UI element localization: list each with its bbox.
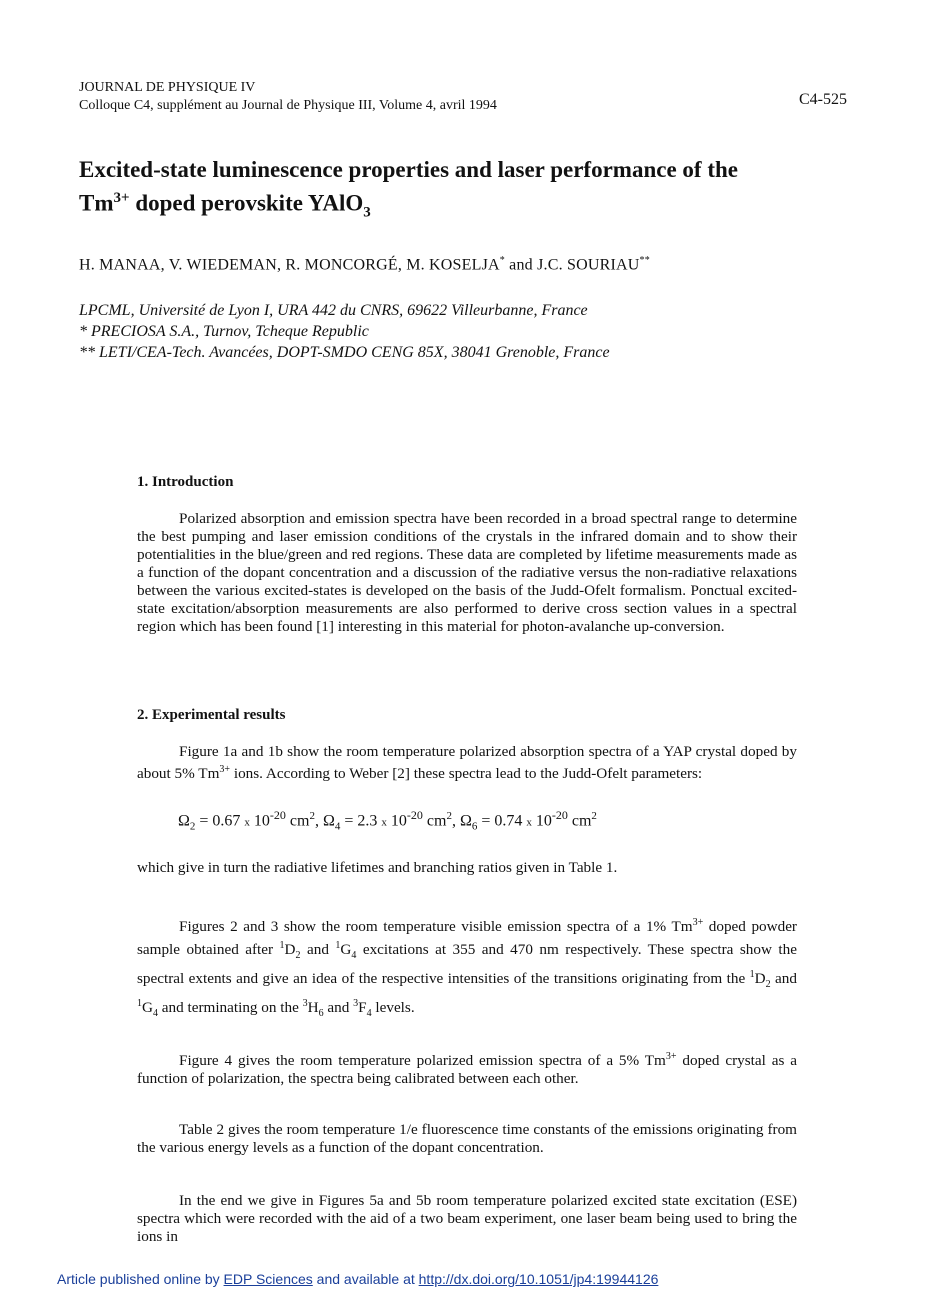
p3-e: excitations at 355 and 470 nm respectively. These spectra show the spectral extents and give an idea of the respective intensities of the transitions originating from the (137, 941, 797, 988)
unit-exp-1: 2 (309, 810, 315, 822)
ten-1: 10 (249, 812, 270, 830)
unit-exp-3: 2 (591, 810, 597, 822)
p3-h: and terminating on the (157, 999, 303, 1017)
judd-ofelt-equation (178, 808, 597, 833)
ten-2: 10 (386, 812, 407, 830)
p4-a: Figure 4 gives the room temperature polarized emission spectra of a 5% Tm (179, 1052, 666, 1070)
author-mark-1: * (499, 255, 505, 266)
author-list (79, 255, 650, 274)
p3-h6: H (307, 999, 319, 1017)
title-compound: doped perovskite YAlO (129, 190, 364, 216)
p3-h6-sub: 6 (318, 1008, 324, 1020)
unit-exp-2: 2 (446, 810, 452, 822)
p3-b: doped powder sample obtained after (137, 918, 797, 959)
paragraph-figure-1 (137, 743, 797, 783)
footer-prefix: Article published online by (57, 1271, 224, 1287)
journal-name: JOURNAL DE PHYSIQUE IV (79, 80, 256, 95)
p3-d-sup: 1 (279, 940, 285, 952)
p3-j: levels. (371, 999, 415, 1017)
omega-4-index: 4 (334, 820, 341, 833)
p4-b: doped crystal as a function of polarization, the spectra being calibrated between each other. (137, 1052, 797, 1088)
paper-title (79, 156, 859, 226)
exponent-2: -20 (406, 808, 423, 822)
p3-a: Figures 2 and 3 show the room temperature visible emission spectra of a 1% Tm (179, 918, 693, 936)
page-number: C4-525 (799, 91, 847, 108)
omega-2-index: 2 (189, 820, 196, 833)
affiliation-2: * PRECIOSA S.A., Turnov, Tcheque Republic (79, 323, 369, 340)
p3-d: D (284, 941, 296, 959)
doi-link[interactable]: http://dx.doi.org/10.1051/jp4:19944126 (418, 1271, 659, 1287)
p3-g2-sup: 1 (137, 998, 142, 1010)
times-3: x (526, 816, 532, 829)
p3-d-sub: 2 (295, 950, 301, 962)
affiliation-3: ** LETI/CEA-Tech. Avancées, DOPT-SMDO CENG 85X, 38041 Grenoble, France (79, 344, 610, 361)
p3-c: and (300, 941, 336, 959)
exponent-1: -20 (269, 808, 286, 822)
p3-f4-sup: 3 (353, 998, 359, 1010)
unit-2: cm (422, 812, 447, 830)
exponent-3: -20 (551, 808, 568, 822)
p3-g: G (340, 941, 352, 959)
title-tm: Tm (79, 190, 114, 216)
separator-2: , (451, 812, 460, 830)
title-tm-superscript: 3+ (113, 190, 130, 206)
p3-i: and (323, 999, 354, 1017)
omega-symbol-3: Ω (459, 812, 472, 830)
p3-tm-sup: 3+ (692, 917, 704, 928)
p4-tm-sup: 3+ (665, 1051, 677, 1062)
paragraph-table-1: which give in turn the radiative lifetimes and branching ratios given in Table 1. (137, 859, 618, 876)
section-heading-introduction: 1. Introduction (137, 474, 234, 490)
title-subscript: 3 (363, 204, 371, 221)
omega-6-value: = 0.74 (477, 812, 527, 830)
colloque-line: Colloque C4, supplément au Journal de Physique III, Volume 4, avril 1994 (79, 98, 497, 113)
paragraph-figure-4 (137, 1048, 797, 1088)
omega-2-value: = 0.67 (195, 812, 245, 830)
intro-paragraph: Polarized absorption and emission spectra have been recorded in a broad spectral range to determine the best pumping and laser emission conditions of the crystals in the infrared domain and to show their potentialities in the blue/green and red regions. These data are completed by lifetime measurements made as a function of the dopant concentration and a discussion of the radiative versus the non-radiative relaxations between the various excited-states is developed on the basis of the Judd-Ofelt formalism. Ponctual excited-state excitation/absorption measurements are also performed to derive cross section values in a spectral region which has been found [1] interesting in this material for photon-avalanche up-conversion. (137, 510, 797, 635)
paragraph-figures-5: In the end we give in Figures 5a and 5b room temperature polarized excited state excitation (ESE) spectra which were recorded with the aid of a two beam experiment, one laser beam being used to bring the ions in (137, 1192, 797, 1245)
edp-sciences-link[interactable]: EDP Sciences (223, 1271, 313, 1287)
p3-d2-sub: 2 (765, 979, 771, 991)
p3-d2-sup: 1 (749, 969, 755, 981)
unit-3: cm (567, 812, 592, 830)
title-line-1: Excited-state luminescence properties and laser performance of the (79, 157, 738, 182)
footer-middle: and available at (312, 1271, 419, 1287)
ten-3: 10 (531, 812, 552, 830)
p3-h6-sup: 3 (302, 998, 308, 1010)
p3-g2: G (142, 999, 153, 1017)
paragraph-table-2: Table 2 gives the room temperature 1/e fluorescence time constants of the emissions originating from the various energy levels as a function of the dopant concentration. (137, 1121, 797, 1156)
p3-f4: F (358, 999, 367, 1017)
p3-g-sub: 4 (351, 950, 357, 962)
p3-d2: D (754, 970, 766, 988)
authors-last: and J.C. SOURIAU (504, 256, 640, 274)
para1-text-b: ions. According to Weber [2] these spectra lead to the Judd-Ofelt parameters: (230, 765, 703, 783)
omega-6-index: 6 (471, 820, 478, 833)
author-mark-2: ** (639, 255, 650, 266)
publication-footer (57, 1271, 658, 1287)
p3-g2-sub: 4 (152, 1008, 158, 1020)
para1-tm-superscript: 3+ (219, 764, 231, 775)
para1-text-a: Figure 1a and 1b show the room temperature polarized absorption spectra of a YAP crystal doped by about 5% Tm (137, 743, 797, 783)
p3-f4-sub: 4 (366, 1008, 372, 1020)
paragraph-figures-2-3 (137, 913, 797, 1023)
authors-main: H. MANAA, V. WIEDEMAN, R. MONCORGÉ, M. KOSELJA (79, 256, 500, 274)
affiliation-1: LPCML, Université de Lyon I, URA 442 du CNRS, 69622 Villeurbanne, France (79, 302, 588, 319)
omega-symbol-2: Ω (322, 812, 335, 830)
unit-1: cm (285, 812, 310, 830)
separator-1: , (314, 812, 323, 830)
times-1: x (244, 816, 250, 829)
omega-symbol-1: Ω (178, 812, 190, 830)
omega-4-value: = 2.3 (340, 812, 382, 830)
times-2: x (381, 816, 387, 829)
title-line-2 (79, 184, 859, 226)
p3-g-sup: 1 (335, 940, 341, 952)
section-heading-experimental: 2. Experimental results (137, 707, 286, 723)
p3-f: and (770, 970, 797, 988)
